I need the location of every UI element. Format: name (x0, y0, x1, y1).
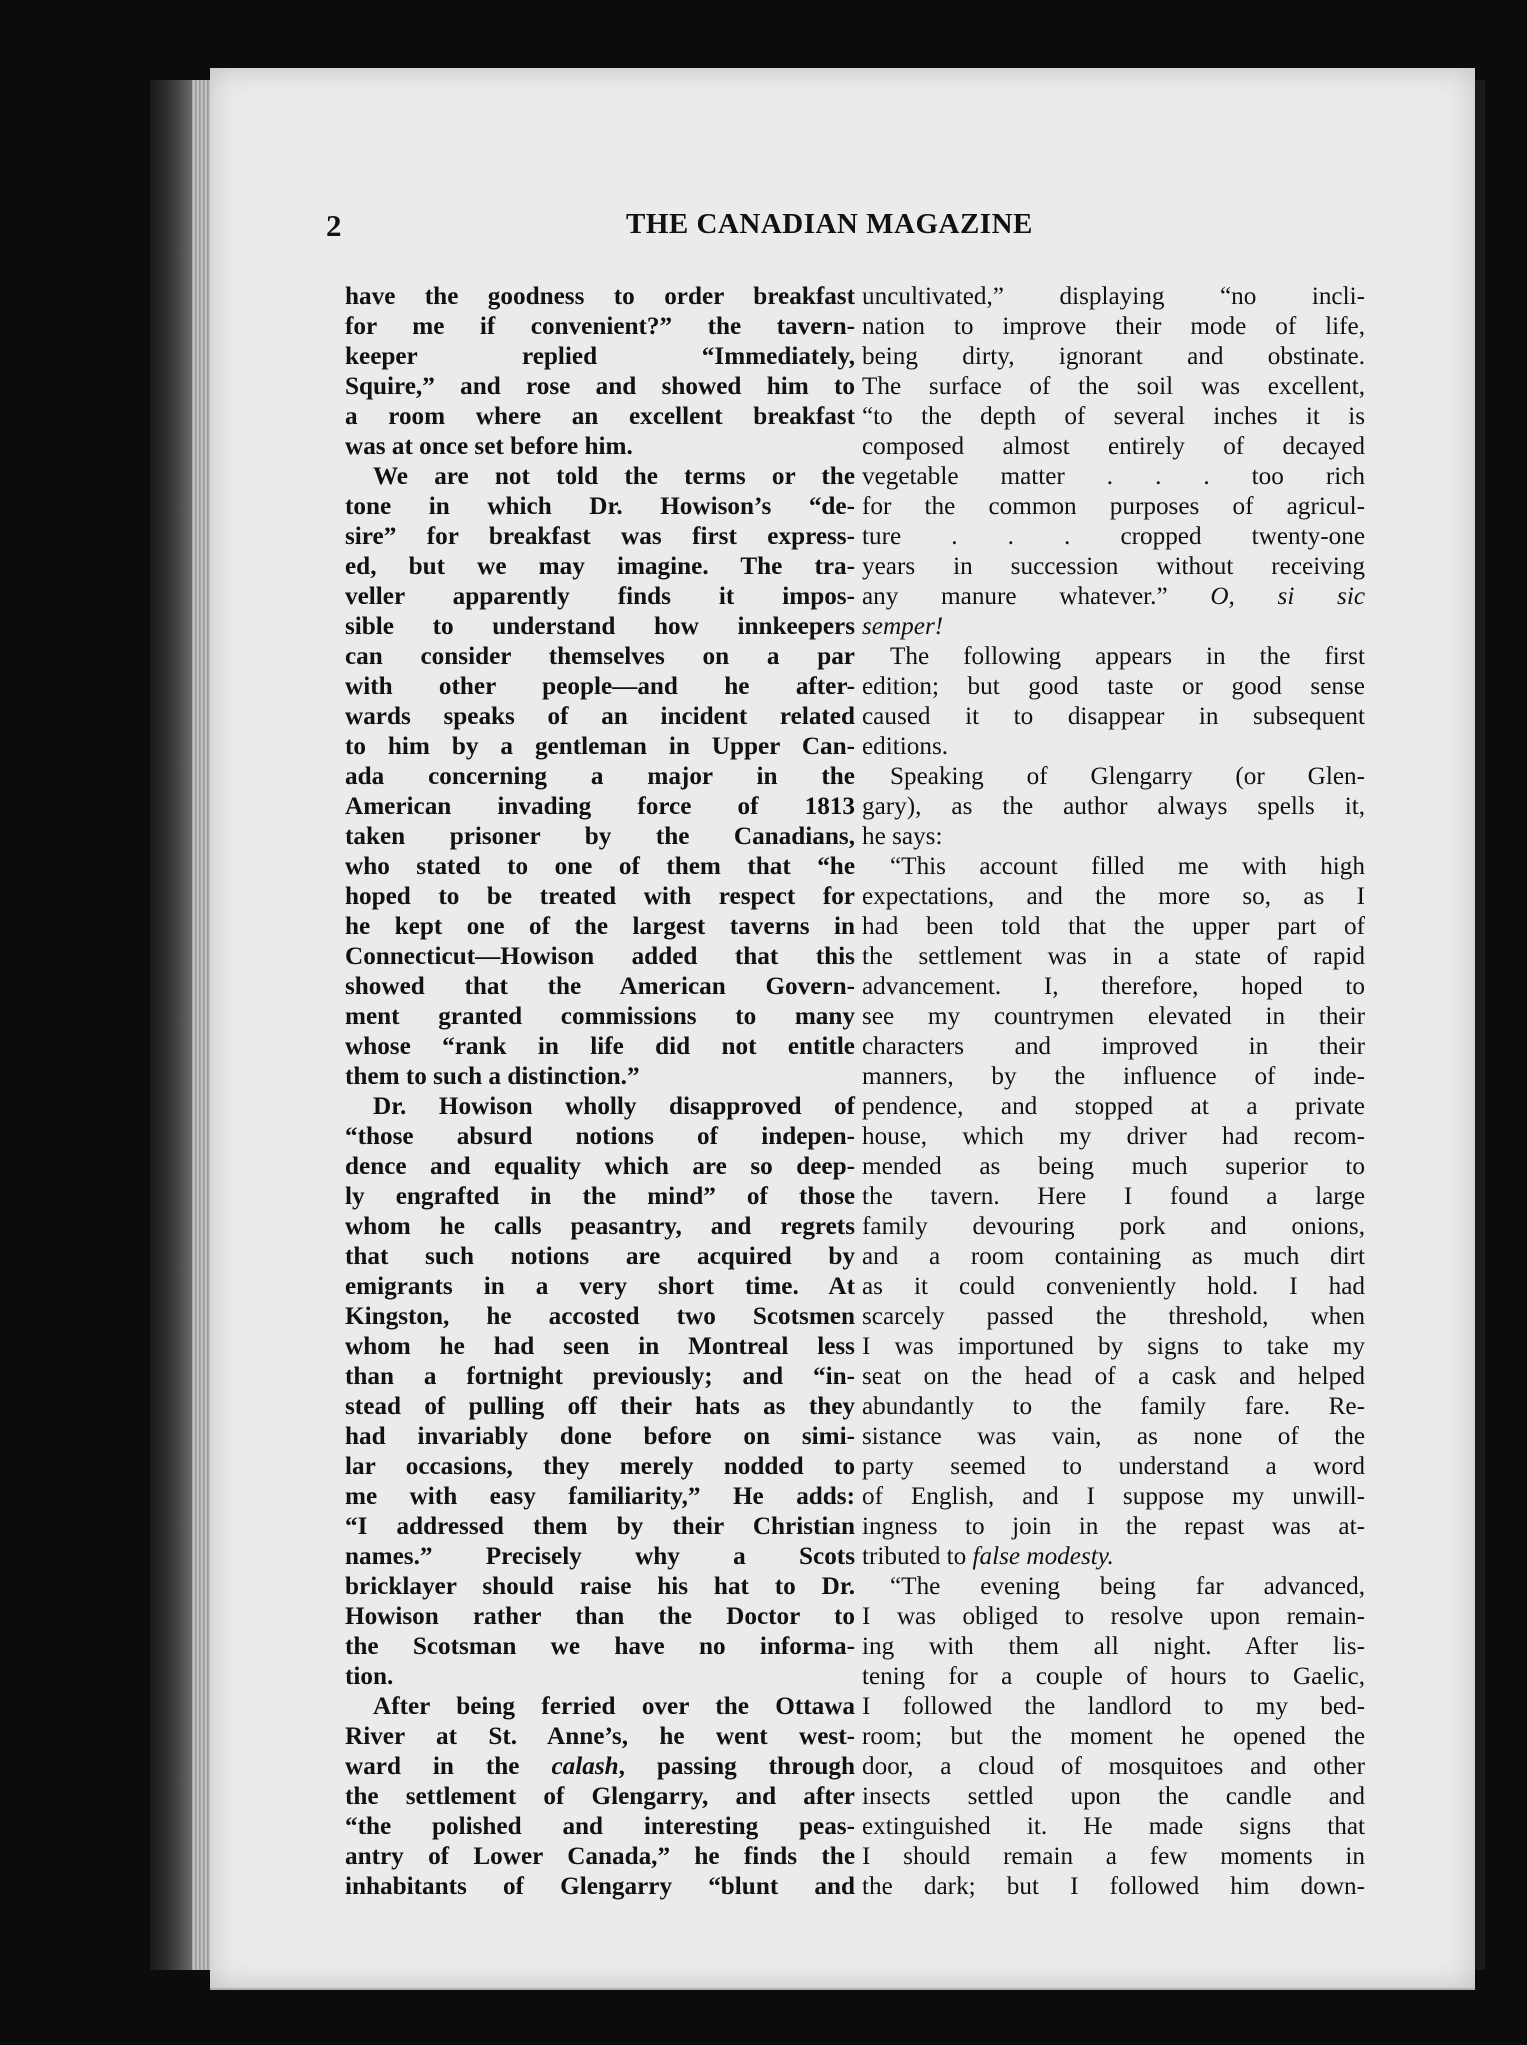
text-line: for me if convenient?” the tavern- (345, 313, 855, 340)
text-line: uncultivated,” displaying “no incli- (862, 283, 1365, 310)
text-line: them to such a distinction.” (345, 1063, 640, 1090)
text-line: Speaking of Glengarry (or Glen- (890, 763, 1365, 790)
text-line: wards speaks of an incident related (345, 703, 855, 730)
text-line: antry of Lower Canada,” he finds the (345, 1843, 855, 1870)
page-right-shadow (1475, 80, 1485, 1970)
text-line: any manure whatever.” O, si sic (862, 583, 1366, 610)
text-line: room; but the moment he opened the (862, 1723, 1365, 1750)
text-line: abundantly to the family fare. Re- (862, 1393, 1365, 1420)
text-line: than a fortnight previously; and “in- (345, 1363, 855, 1390)
text-line: tone in which Dr. Howison’s “de- (345, 493, 855, 520)
text-line: scarcely passed the threshold, when (862, 1303, 1365, 1330)
text-line: veller apparently finds it impos- (345, 583, 855, 610)
text-line: “This account filled me with high (890, 853, 1365, 880)
text-line: tributed to false modesty. (862, 1543, 1114, 1570)
text-line: expectations, and the more so, as I (862, 883, 1365, 910)
text-line: for the common purposes of agricul- (862, 493, 1365, 520)
text-line: Squire,” and rose and showed him to (345, 373, 855, 400)
text-line: whom he calls peasantry, and regrets (345, 1213, 855, 1240)
text-line: The following appears in the first (890, 643, 1365, 670)
text-line: composed almost entirely of decayed (862, 433, 1365, 460)
text-line: River at St. Anne’s, he went west- (345, 1723, 855, 1750)
text-line: the Scotsman we have no informa- (345, 1633, 855, 1660)
text-line: ly engrafted in the mind” of those (345, 1183, 855, 1210)
text-line: party seemed to understand a word (862, 1453, 1365, 1480)
text-line: nation to improve their mode of life, (862, 313, 1365, 340)
page-bottom-edge (210, 1988, 1475, 1990)
text-line: ada concerning a major in the (345, 763, 855, 790)
text-line: editions. (862, 733, 949, 760)
text-line: family devouring pork and onions, (862, 1213, 1365, 1240)
text-line: “I addressed them by their Christian (345, 1513, 855, 1540)
text-line: had invariably done before on simi- (345, 1423, 855, 1450)
text-line: ment granted commissions to many (345, 1003, 855, 1030)
text-line: After being ferried over the Ottawa (373, 1693, 855, 1720)
text-line: mended as being much superior to (862, 1153, 1365, 1180)
left-text-column (345, 282, 855, 1902)
text-line: vegetable matter . . . too rich (862, 463, 1365, 490)
text-line: of English, and I suppose my unwill- (862, 1483, 1365, 1510)
text-line: semper! (862, 613, 944, 640)
text-line: he says: (862, 823, 943, 850)
text-line: tion. (345, 1663, 394, 1690)
text-line: hoped to be treated with respect for (345, 883, 855, 910)
text-line: can consider themselves on a par (345, 643, 855, 670)
text-line: and a room containing as much dirt (862, 1243, 1365, 1270)
text-line: extinguished it. He made signs that (862, 1813, 1365, 1840)
text-line: house, which my driver had recom- (862, 1123, 1365, 1150)
text-line: was at once set before him. (345, 433, 633, 460)
text-line: whom he had seen in Montreal less (345, 1333, 855, 1360)
text-line: We are not told the terms or the (373, 463, 855, 490)
text-line: keeper replied “Immediately, (345, 343, 855, 370)
text-line: whose “rank in life did not entitle (345, 1033, 855, 1060)
text-line: showed that the American Govern- (345, 973, 855, 1000)
right-text-column (862, 282, 1365, 1902)
text-line: “the polished and interesting peas- (345, 1813, 855, 1840)
text-line: I was obliged to resolve upon remain- (862, 1603, 1365, 1630)
text-line: ed, but we may imagine. The tra- (345, 553, 855, 580)
text-line: manners, by the influence of inde- (862, 1063, 1365, 1090)
text-line: door, a cloud of mosquitoes and other (862, 1753, 1365, 1780)
text-line: advancement. I, therefore, hoped to (862, 973, 1365, 1000)
text-line: the settlement of Glengarry, and after (345, 1783, 855, 1810)
text-line: emigrants in a very short time. At (345, 1273, 855, 1300)
text-line: I should remain a few moments in (862, 1843, 1365, 1870)
text-line: gary), as the author always spells it, (862, 793, 1365, 820)
text-line: a room where an excellent breakfast (345, 403, 855, 430)
text-line: ingness to join in the repast was at- (862, 1513, 1365, 1540)
text-line: have the goodness to order breakfast (345, 283, 855, 310)
text-line: sire” for breakfast was first express- (345, 523, 855, 550)
page-stack-edge (192, 80, 210, 1970)
running-head: THE CANADIAN MAGAZINE (626, 208, 1033, 240)
text-line: names.” Precisely why a Scots (345, 1543, 855, 1570)
text-line: ture . . . cropped twenty-one (862, 523, 1365, 550)
page-number: 2 (326, 208, 342, 243)
text-line: Connecticut—Howison added that this (345, 943, 855, 970)
text-line: stead of pulling off their hats as they (345, 1393, 855, 1420)
text-line: the tavern. Here I found a large (862, 1183, 1365, 1210)
text-line: lar occasions, they merely nodded to (345, 1453, 855, 1480)
text-line: he kept one of the largest taverns in (345, 913, 855, 940)
text-line: that such notions are acquired by (345, 1243, 855, 1270)
text-line: being dirty, ignorant and obstinate. (862, 343, 1365, 370)
text-line: “those absurd notions of indepen- (345, 1123, 855, 1150)
text-line: who stated to one of them that “he (345, 853, 855, 880)
text-line: bricklayer should raise his hat to Dr. (345, 1573, 855, 1600)
text-line: the dark; but I followed him down- (862, 1873, 1365, 1900)
text-line: inhabitants of Glengarry “blunt and (345, 1873, 855, 1900)
text-line: Dr. Howison wholly disapproved of (373, 1093, 855, 1120)
text-line: with other people—and he after- (345, 673, 855, 700)
text-line: pendence, and stopped at a private (862, 1093, 1365, 1120)
text-line: insects settled upon the candle and (862, 1783, 1365, 1810)
text-line: seat on the head of a cask and helped (862, 1363, 1365, 1390)
text-line: caused it to disappear in subsequent (862, 703, 1365, 730)
text-line: dence and equality which are so deep- (345, 1153, 855, 1180)
text-line: as it could conveniently hold. I had (862, 1273, 1365, 1300)
text-line: I followed the landlord to my bed- (862, 1693, 1365, 1720)
text-line: to him by a gentleman in Upper Can- (345, 733, 855, 760)
text-line: ward in the calash, passing through (345, 1753, 855, 1780)
text-line: years in succession without receiving (862, 553, 1365, 580)
text-line: I was importuned by signs to take my (862, 1333, 1365, 1360)
text-line: tening for a couple of hours to Gaelic, (862, 1663, 1365, 1690)
text-line: “The evening being far advanced, (890, 1573, 1365, 1600)
text-line: characters and improved in their (862, 1033, 1365, 1060)
text-line: me with easy familiarity,” He adds: (345, 1483, 855, 1510)
text-line: had been told that the upper part of (862, 913, 1365, 940)
text-line: Howison rather than the Doctor to (345, 1603, 855, 1630)
text-line: “to the depth of several inches it is (862, 403, 1365, 430)
text-line: taken prisoner by the Canadians, (345, 823, 855, 850)
page-header (210, 208, 1475, 248)
text-line: sistance was vain, as none of the (862, 1423, 1365, 1450)
text-line: The surface of the soil was excellent, (862, 373, 1365, 400)
text-line: Kingston, he accosted two Scotsmen (345, 1303, 855, 1330)
text-line: ing with them all night. After lis- (862, 1633, 1365, 1660)
book-spine-shadow (150, 80, 192, 1970)
text-line: the settlement was in a state of rapid (862, 943, 1365, 970)
text-line: sible to understand how innkeepers (345, 613, 855, 640)
text-line: edition; but good taste or good sense (862, 673, 1365, 700)
text-line: American invading force of 1813 (345, 793, 855, 820)
text-line: see my countrymen elevated in their (862, 1003, 1365, 1030)
